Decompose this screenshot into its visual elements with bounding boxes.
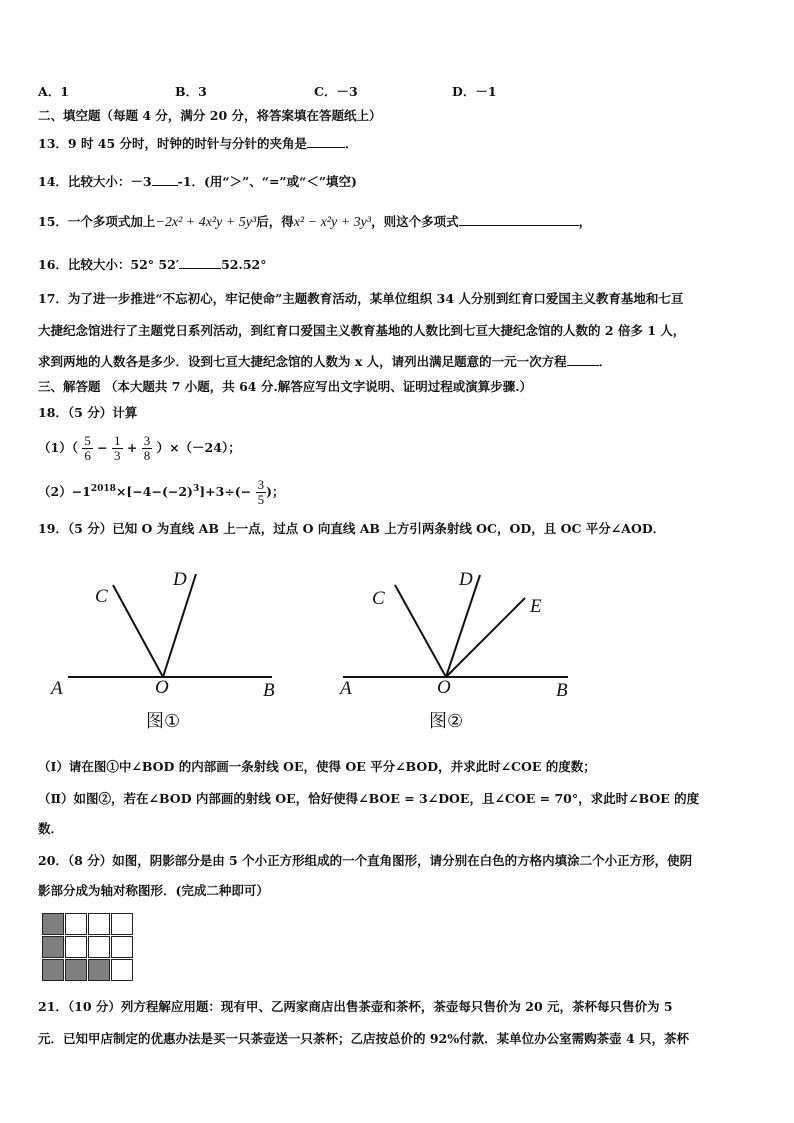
fig2-label-a: A xyxy=(340,678,352,699)
num: 3 xyxy=(143,433,151,448)
den: 8 xyxy=(143,448,151,463)
q15-end: ， xyxy=(578,214,592,229)
fig2-label-e: E xyxy=(530,596,542,617)
q18-p1-post: ）×（－24）； xyxy=(156,440,241,455)
q17-line-1: 17．为了进一步推进“不忘初心，牢记使命”主题教育活动，某单位组织 34 人分别到红育口爱国主义教育基地和七亘 xyxy=(38,291,684,306)
q19-part-1: （Ⅰ）请在图①中∠BOD 的内部画一条射线 OE，使得 OE 平分∠BOD，并求此时∠COE 的度数； xyxy=(38,759,596,774)
q19-part-2-line-1: （Ⅱ）如图②，若在∠BOD 内部画的射线 OE，恰好使得∠BOE = 3∠DOE，且∠COE = 70°，求此时∠BOE 的度 xyxy=(38,791,700,806)
q16-left: 52° 52′ xyxy=(130,257,180,272)
q14-blank xyxy=(152,172,178,186)
question-15 xyxy=(38,212,591,232)
q16-pre: 16．比较大小： xyxy=(38,257,131,272)
fig1-label-d: D xyxy=(173,569,187,590)
q19-part-2-line-2: 数． xyxy=(38,821,64,836)
geometry-figures xyxy=(0,560,794,760)
q17-blank xyxy=(567,352,599,366)
num: 1 xyxy=(114,433,121,448)
fig2-label-b: B xyxy=(556,680,568,701)
q13-text: 13．9 时 45 分时，时钟的时针与分针的夹角是 xyxy=(38,136,308,151)
grid-cell-shaded xyxy=(42,936,64,958)
fraction-3-5 xyxy=(256,478,267,507)
fig1-label-o: O xyxy=(155,677,169,698)
question-14 xyxy=(38,172,357,191)
fig2-label-c: C xyxy=(372,588,385,609)
q21-line-1: 21．（10 分）列方程解应用题：现有甲、乙两家商店出售茶壶和茶杯，茶壶每只售价为 20 元，茶杯每只售价为 5 xyxy=(38,999,673,1014)
grid-cell-shaded xyxy=(65,959,87,981)
q17-line-2: 大捷纪念馆进行了主题党日系列活动，到红育口爱国主义教育基地的人数比到七亘大捷纪念馆的人数的 2 倍多 1 人， xyxy=(38,323,686,338)
section-2-heading: 二、填空题（每题 4 分，满分 20 分，将答案填在答题纸上） xyxy=(38,108,382,123)
q16-blank xyxy=(179,255,221,269)
grid-cell-empty xyxy=(111,936,133,958)
question-13 xyxy=(38,134,358,153)
q13-blank xyxy=(307,134,345,148)
fig1-ray-oc xyxy=(113,585,163,677)
grid-cell-empty xyxy=(65,936,87,958)
fig2-label-d: D xyxy=(459,569,473,590)
fraction-1-3 xyxy=(112,434,123,463)
q15-expr2: x² − x²y + 3y³ xyxy=(293,215,372,230)
grid-cell-empty xyxy=(111,913,133,935)
q18-p2-mid: ×[−4−(−2) xyxy=(115,484,193,500)
grid-cell-shaded xyxy=(42,959,64,981)
op-plus: + xyxy=(126,440,138,455)
fig1-label-b: B xyxy=(263,680,275,701)
q15-expr1: −2x² + 4x²y + 5y³ xyxy=(155,215,257,230)
fig1-label-a: A xyxy=(51,678,63,699)
q18-part-1 xyxy=(38,433,241,463)
option-a: A．1 xyxy=(38,84,69,99)
q15-post: ，则这个多项式 xyxy=(371,214,459,229)
fraction-5-6 xyxy=(82,434,93,463)
q18-title: 18．（5 分）计算 xyxy=(38,405,138,420)
section-3-heading: 三、解答题 （本大题共 7 小题，共 64 分.解答应写出文字说明、证明过程或演算步骤.） xyxy=(38,379,533,394)
fig2-label-o: O xyxy=(437,677,451,698)
exponent-3: 3 xyxy=(192,484,200,494)
q17-line-3 xyxy=(38,352,611,371)
den: 5 xyxy=(257,492,265,508)
q20-line-1: 20．（8 分）如图，阴影部分是由 5 个小正方形组成的一个直角图形，请分别在白色的方格内填涂二个小正方形，使阴 xyxy=(38,853,693,868)
grid-cell-empty xyxy=(65,913,87,935)
num: 5 xyxy=(84,433,91,448)
option-d: D．－1 xyxy=(452,84,497,99)
grid-cell-shaded xyxy=(88,959,110,981)
fig1-label-c: C xyxy=(95,586,108,607)
grid-cell-empty xyxy=(88,936,110,958)
q17-end: ． xyxy=(598,354,612,369)
q18-p1-pre: （1）（ xyxy=(38,440,78,455)
fig1-caption: 图① xyxy=(146,711,181,732)
q15-pre: 15．一个多项式加上 xyxy=(38,214,156,229)
fig2-ray-oc xyxy=(395,585,446,677)
q18-p2-mid2: ]+3÷(− xyxy=(199,484,252,500)
question-16 xyxy=(38,255,267,274)
fig2-ray-oe xyxy=(446,598,525,677)
q17-line-3-text: 求到两地的人数各是多少．设到七亘大捷纪念馆的人数为 x 人，请列出满足题意的一元一次方程 xyxy=(38,354,567,369)
den: 6 xyxy=(84,448,91,463)
q21-line-2: 元．已知甲店制定的优惠办法是买一只茶壶送一只茶杯；乙店按总价的 92%付款．某单位办公室需购茶壶 4 只，茶杯 xyxy=(38,1031,690,1046)
q18-p2-pre: （2）−1 xyxy=(38,484,91,500)
option-b: B．3 xyxy=(175,84,207,99)
q14-pre: 14．比较大小：－3 xyxy=(38,174,152,189)
q16-right: 52.52° xyxy=(221,257,267,272)
option-c: C．－3 xyxy=(314,84,358,99)
grid-cell-empty xyxy=(111,959,133,981)
den: 3 xyxy=(114,448,121,463)
q14-mid: -1．(用“＞”、“=”或“＜”填空) xyxy=(177,174,357,189)
grid-cell-shaded xyxy=(42,913,64,935)
q20-line-2: 影部分成为轴对称图形．(完成二种即可） xyxy=(38,883,269,898)
fraction-3-8 xyxy=(142,434,153,463)
q15-mid: 后，得 xyxy=(256,214,294,229)
q15-blank xyxy=(459,212,579,226)
grid-cell-empty xyxy=(88,913,110,935)
q18-p2-post: )； xyxy=(266,484,285,500)
q18-part-2 xyxy=(38,474,284,507)
q19-text: 19．（5 分）已知 O 为直线 AB 上一点，过点 O 向直线 AB 上方引两条射线 OC，OD，且 OC 平分∠AOD． xyxy=(38,521,666,536)
exponent-2018: 2018 xyxy=(90,484,116,494)
num: 3 xyxy=(257,477,265,493)
fig2-caption: 图② xyxy=(429,711,464,732)
q13-end: ． xyxy=(345,136,358,151)
op-minus: − xyxy=(97,440,108,455)
